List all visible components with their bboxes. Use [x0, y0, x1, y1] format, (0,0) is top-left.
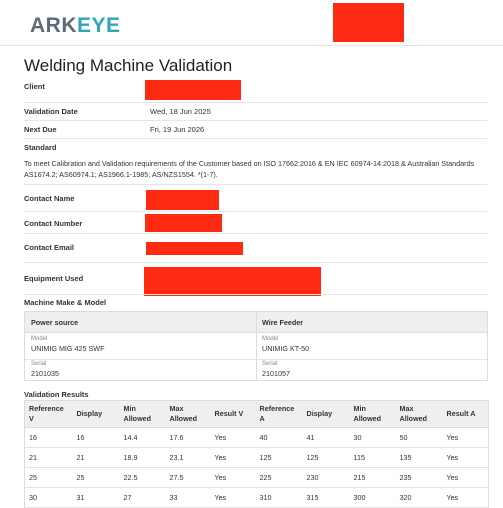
- power-serial-value: 2101035: [31, 369, 59, 378]
- table-cell: 25: [25, 468, 73, 488]
- table-cell: 21: [73, 448, 120, 468]
- table-cell: 31: [73, 488, 120, 508]
- table-cell: 41: [303, 428, 350, 448]
- table-cell: 27: [120, 488, 166, 508]
- client-label: Client: [24, 82, 45, 91]
- table-cell: 225: [256, 468, 303, 488]
- column-divider: [256, 312, 257, 380]
- table-cell: 25: [73, 468, 120, 488]
- redacted-contact-name: [146, 190, 219, 210]
- header-max-allowed-v: Max Allowed: [166, 401, 211, 428]
- table-cell: 115: [350, 448, 396, 468]
- divider: [24, 211, 487, 212]
- table-cell: Yes: [443, 448, 489, 468]
- divider: [24, 120, 487, 121]
- table-cell: 30: [25, 488, 73, 508]
- table-cell: 125: [303, 448, 350, 468]
- redacted-equipment: [144, 267, 321, 296]
- header-display-v: Display: [73, 401, 120, 428]
- contact-name-label: Contact Name: [24, 194, 75, 203]
- redacted-client: [145, 80, 241, 100]
- validation-date-label: Validation Date: [24, 107, 78, 116]
- header-divider: [0, 45, 503, 46]
- header-min-allowed-a: Min Allowed: [350, 401, 396, 428]
- divider: [24, 184, 487, 185]
- header-max-allowed-a: Max Allowed: [396, 401, 443, 428]
- validation-header-row: [25, 401, 489, 428]
- header-result-v: Result V: [211, 401, 256, 428]
- next-due-value: Fri, 19 Jun 2026: [150, 125, 205, 134]
- table-row: [25, 488, 489, 508]
- contact-number-label: Contact Number: [24, 219, 83, 228]
- table-cell: Yes: [211, 448, 256, 468]
- table-cell: 125: [256, 448, 303, 468]
- table-cell: 16: [25, 428, 73, 448]
- table-cell: Yes: [443, 428, 489, 448]
- table-cell: 215: [350, 468, 396, 488]
- machine-make-model-table: [24, 311, 488, 381]
- table-cell: 17.6: [166, 428, 211, 448]
- feeder-model-value: UNIMIG KT-50: [262, 344, 310, 353]
- table-cell: 135: [396, 448, 443, 468]
- logo-text-eye: EYE: [77, 14, 121, 37]
- table-cell: 310: [256, 488, 303, 508]
- table-cell: 21: [25, 448, 73, 468]
- table-cell: Yes: [443, 468, 489, 488]
- divider: [24, 262, 487, 263]
- divider: [24, 138, 487, 139]
- table-row: [25, 448, 489, 468]
- table-cell: 40: [256, 428, 303, 448]
- table-row: [25, 428, 489, 448]
- table-cell: Yes: [211, 488, 256, 508]
- divider: [24, 233, 487, 234]
- power-source-header: Power source: [31, 318, 79, 327]
- validation-date-value: Wed, 18 Jun 2025: [150, 107, 211, 116]
- table-cell: 27.5: [166, 468, 211, 488]
- divider: [24, 294, 487, 295]
- validation-results-table: [24, 400, 489, 508]
- table-cell: 30: [350, 428, 396, 448]
- table-cell: 300: [350, 488, 396, 508]
- divider: [24, 102, 487, 103]
- power-serial-caption: Serial: [31, 361, 47, 367]
- standard-label: Standard: [24, 143, 57, 152]
- redacted-contact-email: [146, 242, 243, 255]
- table-cell: 16: [73, 428, 120, 448]
- table-cell: 18.9: [120, 448, 166, 468]
- table-cell: 23.1: [166, 448, 211, 468]
- power-model-value: UNIMIG MIG 425 SWF: [31, 344, 105, 353]
- table-cell: 235: [396, 468, 443, 488]
- feeder-model-caption: Model: [262, 336, 279, 342]
- row-divider: [25, 359, 487, 360]
- page-title: Welding Machine Validation: [24, 56, 233, 75]
- table-cell: 22.5: [120, 468, 166, 488]
- redacted-header-block: [333, 3, 404, 42]
- table-cell: 320: [396, 488, 443, 508]
- header-reference-a: Reference A: [256, 401, 303, 428]
- feeder-serial-caption: Serial: [262, 361, 278, 367]
- table-cell: Yes: [211, 468, 256, 488]
- arkeye-logo: [30, 14, 121, 38]
- feeder-serial-value: 2101057: [262, 369, 290, 378]
- table-cell: Yes: [443, 488, 489, 508]
- wire-feeder-header: Wire Feeder: [262, 318, 304, 327]
- table-cell: 33: [166, 488, 211, 508]
- machine-make-model-label: Machine Make & Model: [24, 298, 107, 307]
- table-cell: 315: [303, 488, 350, 508]
- redacted-contact-number: [145, 214, 222, 232]
- contact-email-label: Contact Email: [24, 243, 75, 252]
- power-model-caption: Model: [31, 336, 48, 342]
- table-cell: 14.4: [120, 428, 166, 448]
- header-min-allowed-v: Min Allowed: [120, 401, 166, 428]
- logo-text-ark: ARK: [30, 14, 77, 37]
- standard-text: To meet Calibration and Validation requirements of the Customer based on ISO 17662:2016 & EN IEC 60974-14:2018 & Australian Standards AS1674.2; AS60974.1; AS1966.1-1985; AS/NZS1554. *(1-7).: [24, 159, 475, 179]
- next-due-label: Next Due: [24, 125, 57, 134]
- table-cell: 50: [396, 428, 443, 448]
- validation-results-label: Validation Results: [24, 390, 89, 399]
- table-row: [25, 468, 489, 488]
- header-reference-v: Reference V: [25, 401, 73, 428]
- header-display-a: Display: [303, 401, 350, 428]
- table-cell: 230: [303, 468, 350, 488]
- header-result-a: Result A: [443, 401, 489, 428]
- equipment-used-label: Equipment Used: [24, 274, 84, 283]
- table-cell: Yes: [211, 428, 256, 448]
